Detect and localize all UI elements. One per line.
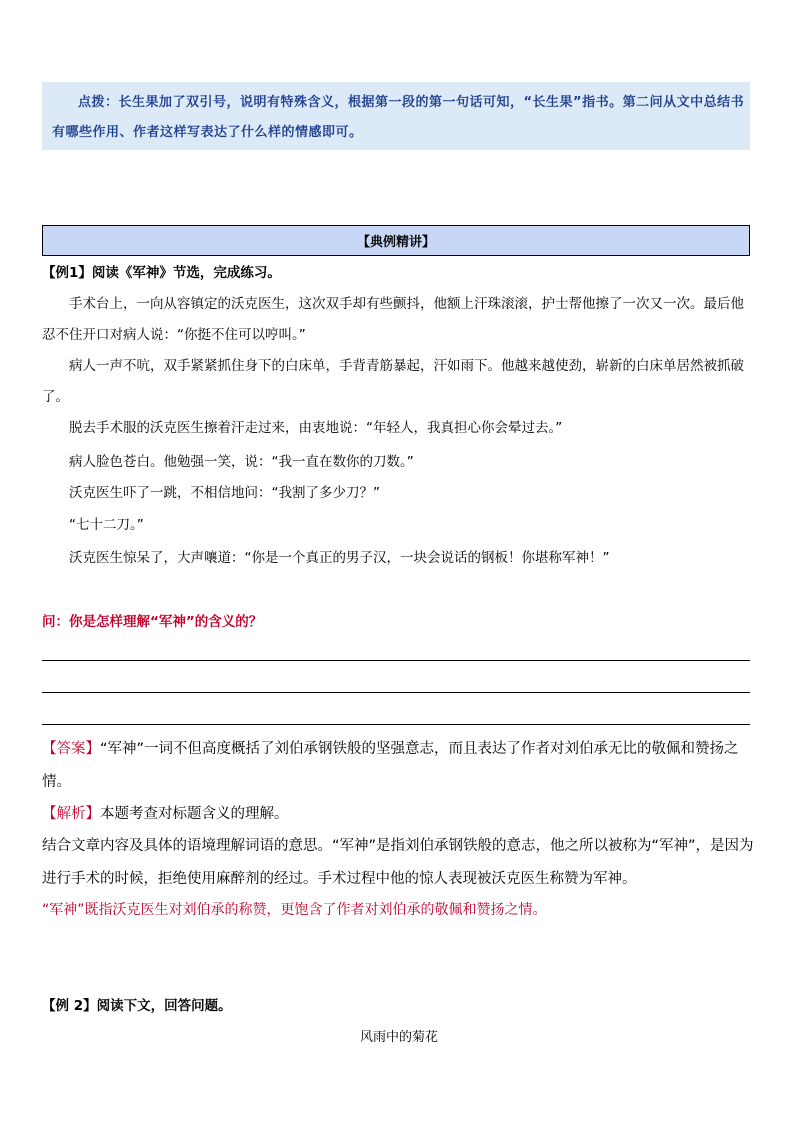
- example1-paragraph-1: 手术台上，一向从容镇定的沃克医生，这次双手却有些颤抖，他额上汗珠滚滚，护士帮他擦了一次又一次。最后他忍不住开口对病人说：“你挺不住可以哼叫。”: [42, 296, 744, 343]
- answer: [42, 733, 756, 799]
- story-title: 风雨中的菊花: [359, 1030, 438, 1045]
- example1-title: 【例1】阅读《军神》节选，完成练习。: [42, 265, 281, 281]
- answer-line-3: [42, 724, 750, 725]
- example1-paragraph-7: 沃克医生惊呆了，大声嚷道：“你是一个真正的男子汉，一块会说话的钢板！你堪称军神！”: [69, 550, 610, 566]
- analysis-text: 本题考查对标题含义的理解。: [100, 806, 289, 822]
- question: 问：你是怎样理解“军神”的含义的？: [42, 614, 263, 630]
- example1-paragraph-2: 病人一声不吭，双手紧紧抓住身下的白床单，手背青筋暴起，汗如雨下。他越来越使劲，崭新的白床单居然被抓破了。: [42, 358, 744, 405]
- answer-line-2: [42, 692, 750, 693]
- analysis-label: 【解析】: [42, 806, 100, 822]
- example1-paragraph-3: 脱去手术服的沃克医生擦着汗走过来，由衷地说：“年轻人，我真担心你会晕过去。”: [69, 420, 563, 436]
- section-header: 【典例精讲】: [42, 225, 750, 256]
- answer-label: 【答案】: [42, 741, 100, 757]
- hint-text: 点拨：长生果加了双引号，说明有特殊含义，根据第一段的第一句话可知，“长生果”指书。第二问从文中总结书有哪些作用、作者这样写表达了什么样的情感即可。: [52, 95, 745, 140]
- example2-title: 【例 2】阅读下文，回答问题。: [42, 998, 232, 1014]
- answer-line-1: [42, 660, 750, 661]
- analysis-body: 结合文章内容及具体的语境理解词语的意思。“军神”是指刘伯承钢铁般的意志，他之所以被称为“军神”，是因为进行手术的时候，拒绝使用麻醉剂的经过。手术过程中他的惊人表现被沃克医生称赞为军神。: [42, 838, 754, 887]
- example1-paragraph-6: “七十二刀。”: [69, 517, 144, 533]
- example1-paragraph-4: 病人脸色苍白。他勉强一笑，说：“我一直在数你的刀数。”: [69, 454, 414, 470]
- example1-paragraph-5: 沃克医生吓了一跳，不相信地问：“我割了多少刀？”: [69, 485, 380, 501]
- analysis: [42, 798, 756, 831]
- answer-text: “军神”一词不但高度概括了刘伯承钢铁般的坚强意志，而且表达了作者对刘伯承无比的敬佩和赞扬之情。: [42, 741, 739, 790]
- analysis-red: “军神”既指沃克医生对刘伯承的称赞，更饱含了作者对刘伯承的敬佩和赞扬之情。: [42, 902, 547, 918]
